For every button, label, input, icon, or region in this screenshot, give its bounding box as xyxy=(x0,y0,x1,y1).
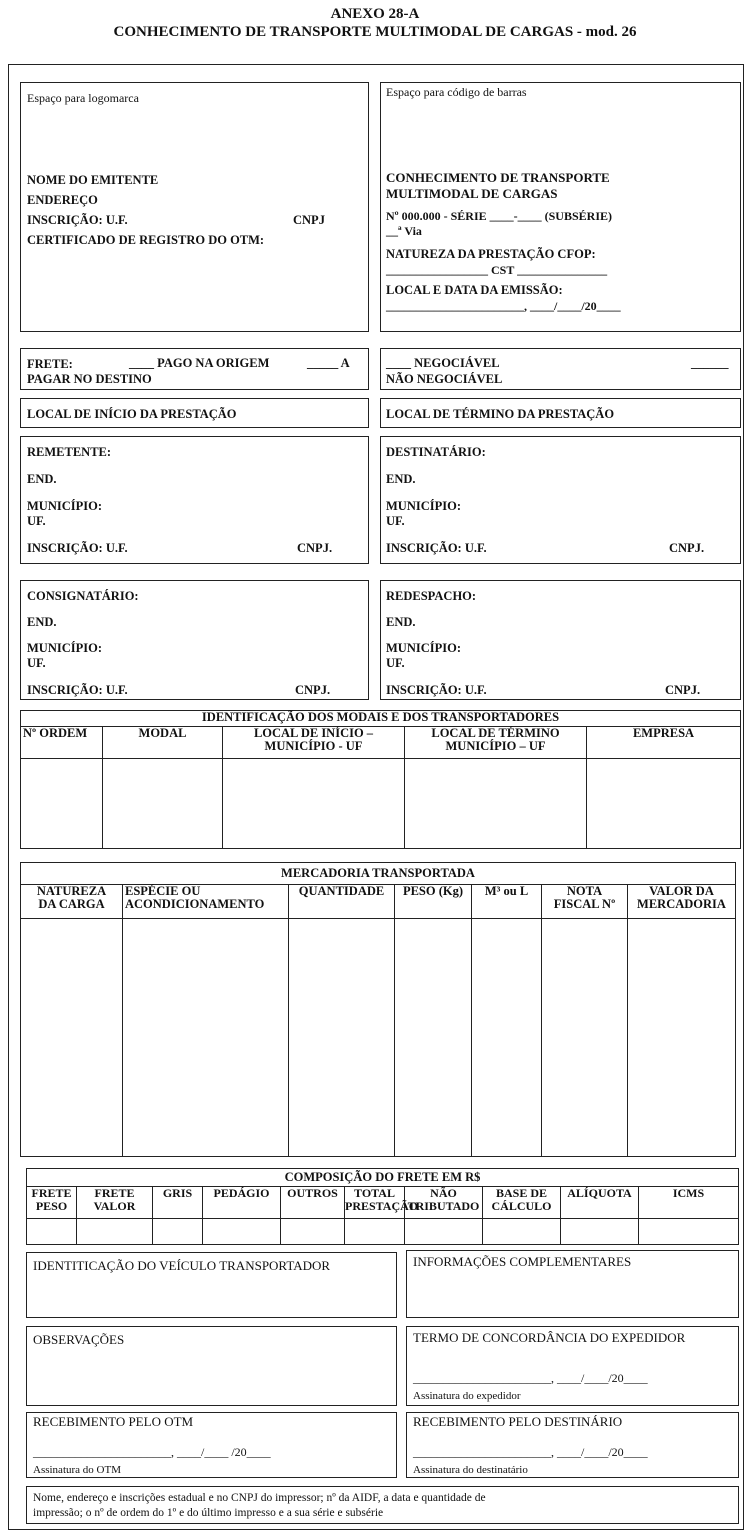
doc-via-line: __ª Via xyxy=(386,224,422,238)
barcode-space-label: Espaço para código de barras xyxy=(386,85,527,99)
printer-note-box xyxy=(26,1486,739,1524)
paid-origin-option[interactable]: ____ PAGO NA ORIGEM xyxy=(129,356,270,370)
pay-destination-blank[interactable]: _____ A xyxy=(307,356,350,370)
recipient-address-label: END. xyxy=(386,472,416,486)
sender-label: REMETENTE: xyxy=(27,445,112,459)
fc-col-base: BASE DE CÁLCULO xyxy=(483,1187,561,1219)
fc-cell[interactable] xyxy=(281,1219,345,1245)
fc-cell[interactable] xyxy=(405,1219,483,1245)
goods-cell[interactable] xyxy=(472,919,542,1157)
goods-data-row xyxy=(21,919,736,1157)
logo-space-label: Espaço para logomarca xyxy=(27,91,139,105)
doc-title-line1: CONHECIMENTO DE TRANSPORTE xyxy=(386,170,610,185)
modals-table xyxy=(20,710,741,849)
modals-cell[interactable] xyxy=(587,759,741,849)
consignee-cnpj-label: CNPJ. xyxy=(295,683,331,697)
fc-cell[interactable] xyxy=(639,1219,739,1245)
shipper-agreement-box xyxy=(406,1326,739,1406)
recipient-registration-label: INSCRIÇÃO: U.F. xyxy=(386,541,487,555)
fc-col-rate: ALÍQUOTA xyxy=(561,1187,639,1219)
redispatch-address-label: END. xyxy=(386,615,416,629)
document-box xyxy=(380,82,741,332)
fc-cell[interactable] xyxy=(561,1219,639,1245)
shipper-agreement-fill[interactable]: _______________________, ____/____/20____ xyxy=(413,1371,648,1385)
goods-cell[interactable] xyxy=(395,919,472,1157)
emission-place-date-fill[interactable]: _______________________, ____/____/20____ xyxy=(386,299,621,313)
pay-destination-label: PAGAR NO DESTINO xyxy=(27,372,152,386)
emitter-address-label: ENDEREÇO xyxy=(27,193,98,207)
redispatch-label: REDESPACHO: xyxy=(386,589,477,603)
fc-col-freight-value: FRETE VALOR xyxy=(77,1187,153,1219)
consignee-box xyxy=(20,580,369,700)
end-location-label: LOCAL DE TÉRMINO DA PRESTAÇÃO xyxy=(386,407,615,421)
emitter-name-label: NOME DO EMITENTE xyxy=(27,173,159,187)
complementary-info-label: INFORMAÇÕES COMPLEMENTARES xyxy=(413,1254,632,1269)
modals-data-row xyxy=(21,759,741,849)
form-title: CONHECIMENTO DE TRANSPORTE MULTIMODAL DE CARGAS - mod. 26 xyxy=(113,24,637,40)
sender-registration-label: INSCRIÇÃO: U.F. xyxy=(27,541,128,555)
consignee-label: CONSIGNATÁRIO: xyxy=(27,589,139,603)
sender-municipality-label: MUNICÍPIO: xyxy=(27,499,102,513)
goods-cell[interactable] xyxy=(21,919,123,1157)
fc-cell[interactable] xyxy=(27,1219,77,1245)
emitter-registration-label: INSCRIÇÃO: U.F. xyxy=(27,213,128,227)
emission-place-date-label: LOCAL E DATA DA EMISSÃO: xyxy=(386,283,563,297)
cst-line: _________________ CST _______________ xyxy=(386,263,608,277)
recipient-uf-label: UF. xyxy=(386,514,405,528)
fc-cell[interactable] xyxy=(483,1219,561,1245)
modals-cell[interactable] xyxy=(405,759,587,849)
fc-col-total: TOTAL PRESTAÇÃO xyxy=(345,1187,405,1219)
modals-col-company: EMPRESA xyxy=(587,727,741,759)
recipient-label: DESTINATÁRIO: xyxy=(386,445,486,459)
redispatch-municipality-label: MUNICÍPIO: xyxy=(386,641,461,655)
observations-box[interactable] xyxy=(26,1326,397,1406)
goods-cell[interactable] xyxy=(123,919,289,1157)
recipient-municipality-label: MUNICÍPIO: xyxy=(386,499,461,513)
modals-col-start: LOCAL DE INÍCIO – MUNICÍPIO - UF xyxy=(223,727,405,759)
goods-cell[interactable] xyxy=(628,919,736,1157)
negotiable-option[interactable]: ____ NEGOCIÁVEL xyxy=(386,356,500,370)
recipient-cnpj-label: CNPJ. xyxy=(669,541,705,555)
recipient-receipt-fill[interactable]: _______________________, ____/____/20____ xyxy=(413,1445,648,1459)
observations-label: OBSERVAÇÕES xyxy=(33,1332,125,1347)
recipient-receipt-box xyxy=(406,1412,739,1478)
consignee-registration-label: INSCRIÇÃO: U.F. xyxy=(27,683,128,697)
redispatch-box xyxy=(380,580,741,700)
vehicle-id-label: IDENTITICAÇÃO DO VEÍCULO TRANSPORTADOR xyxy=(33,1258,331,1273)
shipper-signature-label: Assinatura do expedidor xyxy=(413,1390,521,1402)
goods-col-volume: M³ ou L xyxy=(472,885,542,919)
redispatch-registration-label: INSCRIÇÃO: U.F. xyxy=(386,683,487,697)
start-location-box xyxy=(20,398,369,428)
fc-cell[interactable] xyxy=(77,1219,153,1245)
complementary-info-box[interactable] xyxy=(406,1250,739,1318)
goods-table xyxy=(20,862,736,1157)
fc-cell[interactable] xyxy=(203,1219,281,1245)
modals-col-modal: MODAL xyxy=(103,727,223,759)
freight-box xyxy=(20,348,369,390)
freight-composition-table xyxy=(26,1168,739,1245)
fc-cell[interactable] xyxy=(153,1219,203,1245)
goods-col-weight: PESO (Kg) xyxy=(395,885,472,919)
modals-cell[interactable] xyxy=(223,759,405,849)
negotiable-blank[interactable]: ______ xyxy=(691,356,729,370)
service-nature-label: NATUREZA DA PRESTAÇÃO CFOP: xyxy=(386,247,596,261)
consignee-uf-label: UF. xyxy=(27,656,46,670)
recipient-box xyxy=(380,436,741,564)
freight-composition-data-row xyxy=(27,1219,739,1245)
goods-title: MERCADORIA TRANSPORTADA xyxy=(21,863,736,885)
fc-col-gris: GRIS xyxy=(153,1187,203,1219)
modals-col-end: LOCAL DE TÉRMINO MUNICÍPIO – UF xyxy=(405,727,587,759)
freight-label: FRETE: xyxy=(27,357,73,371)
emitter-box xyxy=(20,82,369,332)
sender-uf-label: UF. xyxy=(27,514,46,528)
goods-col-invoice: NOTA FISCAL Nº xyxy=(542,885,628,919)
goods-col-species: ESPÉCIE OU ACONDICIONAMENTO xyxy=(123,885,289,919)
not-negotiable-option[interactable]: NÃO NEGOCIÁVEL xyxy=(386,372,503,386)
goods-cell[interactable] xyxy=(542,919,628,1157)
fc-col-icms: ICMS xyxy=(639,1187,739,1219)
modals-cell[interactable] xyxy=(21,759,103,849)
consignee-municipality-label: MUNICÍPIO: xyxy=(27,641,102,655)
otm-receipt-box xyxy=(26,1412,397,1478)
doc-number-line: Nº 000.000 - SÉRIE ____-____ (SUBSÉRIE) xyxy=(386,209,612,223)
goods-col-quantity: QUANTIDADE xyxy=(289,885,395,919)
printer-note-line2: impressão; o nº de ordem do 1º e do último impresso e a sua série e subsérie xyxy=(33,1507,384,1519)
fc-col-untaxed: NÃO TRIBUTADO xyxy=(405,1187,483,1219)
annex-label: ANEXO 28-A xyxy=(330,6,420,22)
otm-receipt-fill[interactable]: _______________________, ____/____ /20____ xyxy=(33,1445,271,1459)
sender-box xyxy=(20,436,369,564)
fc-col-others: OUTROS xyxy=(281,1187,345,1219)
redispatch-uf-label: UF. xyxy=(386,656,405,670)
printer-note-line1: Nome, endereço e inscrições estadual e no CNPJ do impressor; nº da AIDF, a data e quantidade de xyxy=(33,1492,486,1504)
shipper-agreement-label: TERMO DE CONCORDÂNCIA DO EXPEDIDOR xyxy=(413,1330,686,1345)
goods-col-value: VALOR DA MERCADORIA xyxy=(628,885,736,919)
otm-receipt-label: RECEBIMENTO PELO OTM xyxy=(33,1414,194,1429)
goods-col-nature: NATUREZA DA CARGA xyxy=(21,885,123,919)
fc-col-freight-weight: FRETE PESO xyxy=(27,1187,77,1219)
sender-address-label: END. xyxy=(27,472,57,486)
redispatch-cnpj-label: CNPJ. xyxy=(665,683,701,697)
goods-cell[interactable] xyxy=(289,919,395,1157)
recipient-receipt-label: RECEBIMENTO PELO DESTINÁRIO xyxy=(413,1414,623,1429)
fc-col-toll: PEDÁGIO xyxy=(203,1187,281,1219)
modals-title: IDENTIFICAÇÃO DOS MODAIS E DOS TRANSPORTADORES xyxy=(21,711,741,727)
recipient-signature-label: Assinatura do destinatário xyxy=(413,1464,528,1476)
sender-cnpj-label: CNPJ. xyxy=(297,541,333,555)
modals-cell[interactable] xyxy=(103,759,223,849)
otm-signature-label: Assinatura do OTM xyxy=(33,1464,121,1476)
modals-col-order: Nº ORDEM xyxy=(21,727,103,759)
fc-cell[interactable] xyxy=(345,1219,405,1245)
freight-composition-title: COMPOSIÇÃO DO FRETE EM R$ xyxy=(27,1169,739,1187)
end-location-box xyxy=(380,398,741,428)
start-location-label: LOCAL DE INÍCIO DA PRESTAÇÃO xyxy=(27,407,237,421)
consignee-address-label: END. xyxy=(27,615,57,629)
doc-title-line2: MULTIMODAL DE CARGAS xyxy=(386,186,558,201)
emitter-cnpj-label: CNPJ xyxy=(293,213,325,227)
otm-certificate-label: CERTIFICADO DE REGISTRO DO OTM: xyxy=(27,233,265,247)
negotiable-box xyxy=(380,348,741,390)
vehicle-id-box[interactable] xyxy=(26,1252,397,1318)
